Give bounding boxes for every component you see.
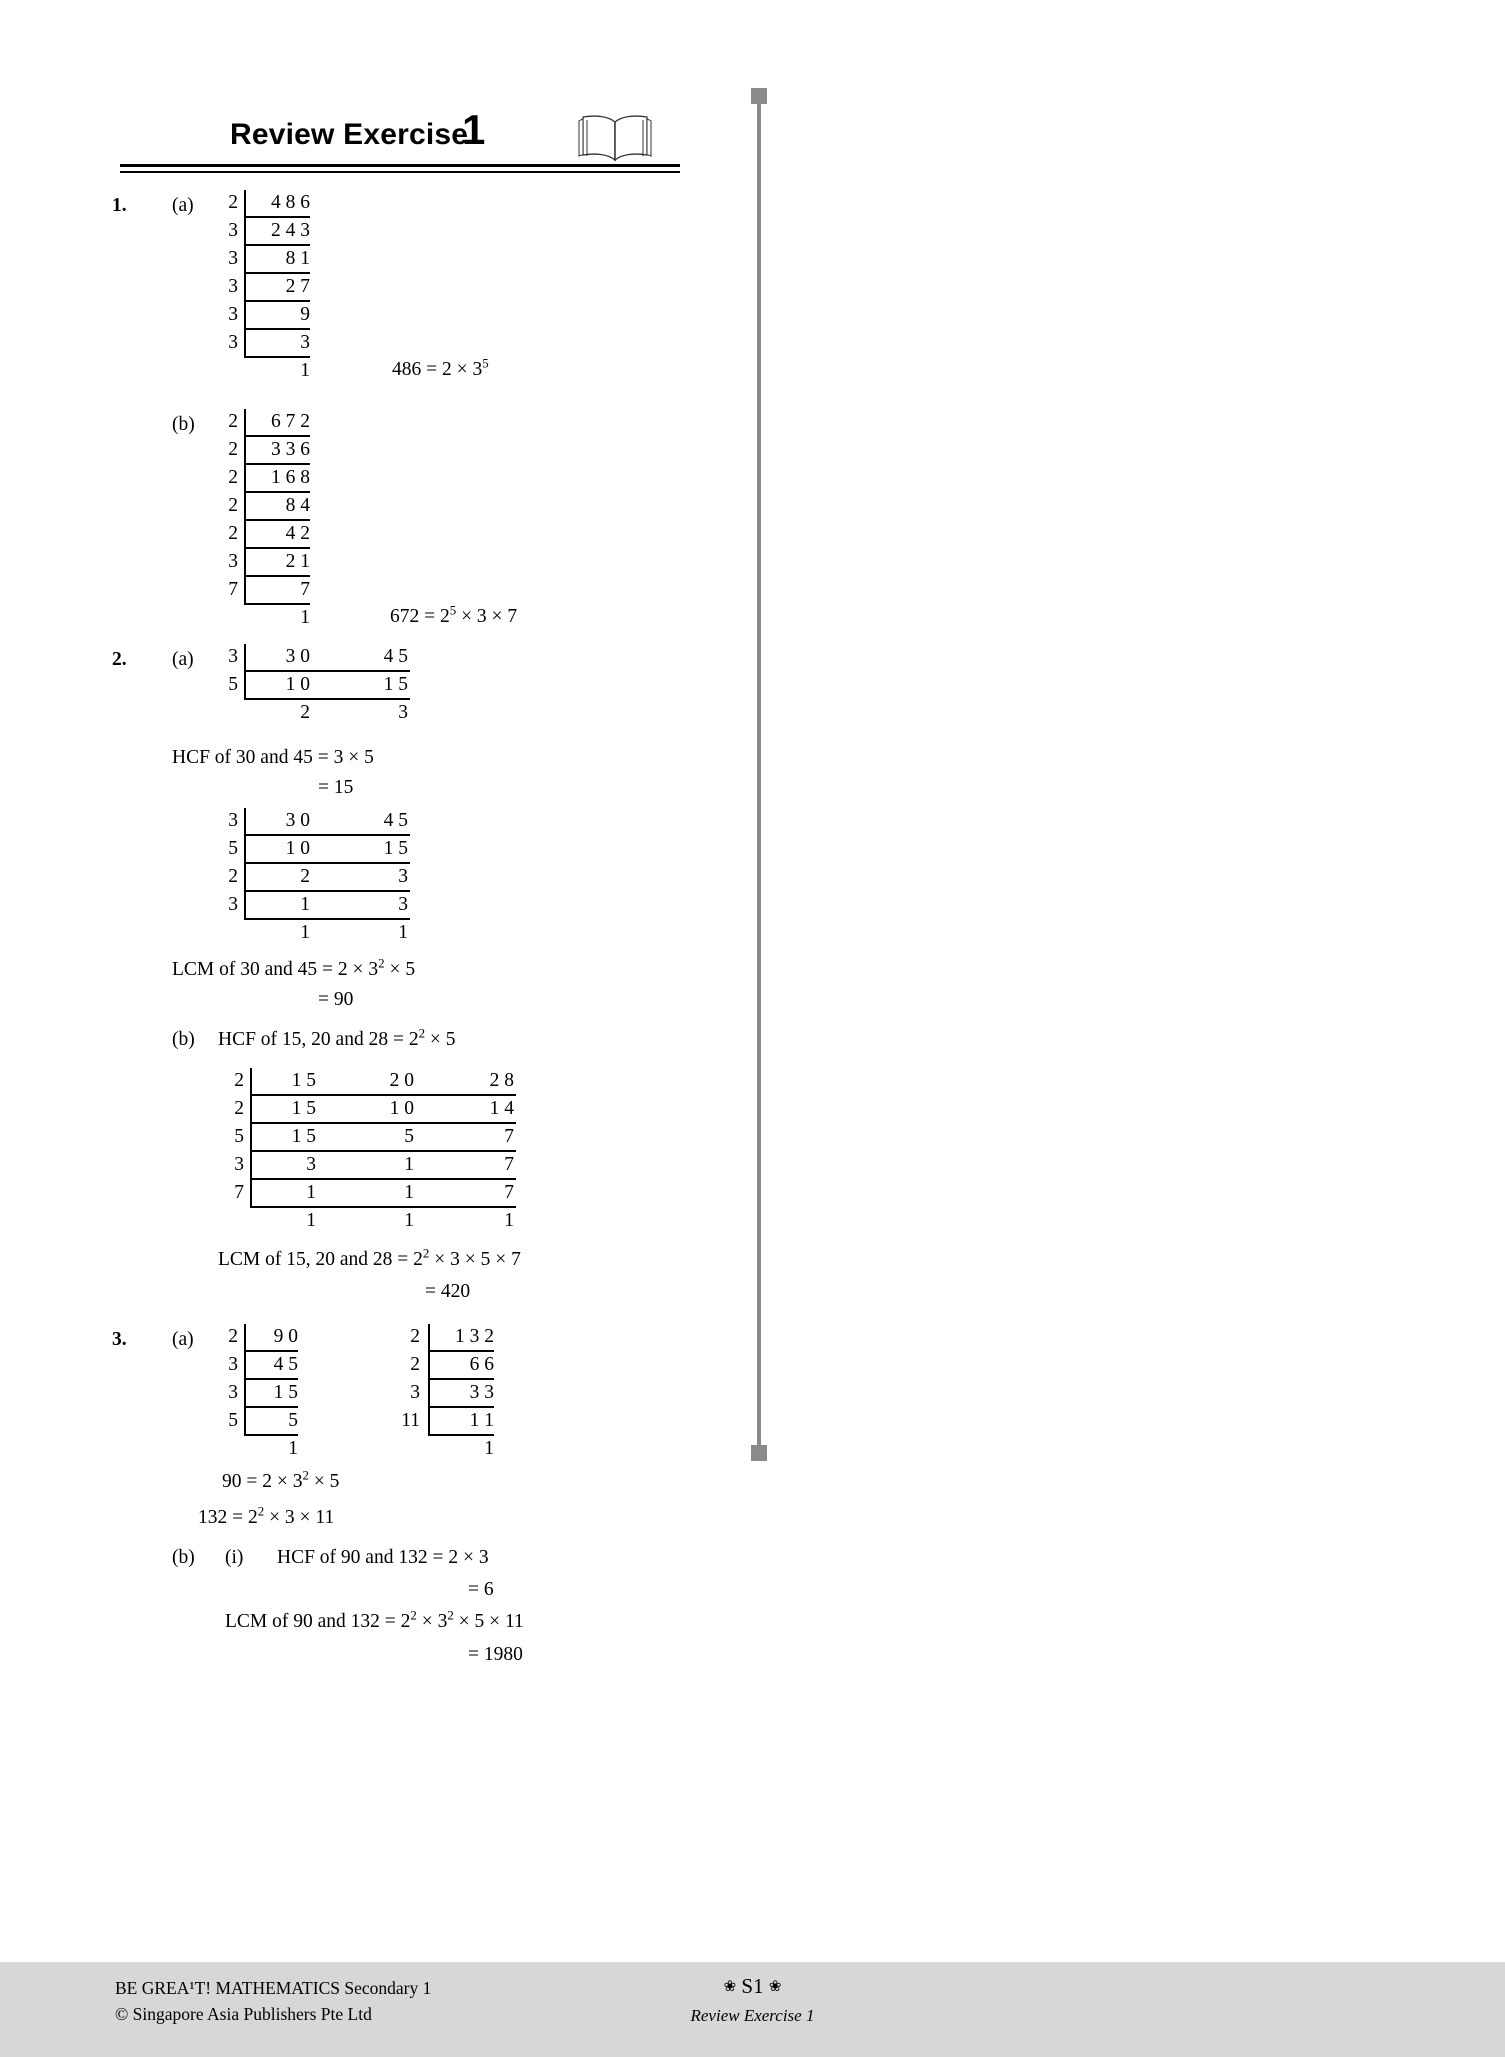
q1b-result: $672 = 2^5 \times 3 \times 7$ bbox=[390, 603, 518, 627]
q1-part-a-label: (a) bbox=[172, 195, 194, 216]
q2a-lcm-line1: LCM of 30 and $45 = 2 \times 3^2 \times 5$ bbox=[172, 956, 416, 980]
table-divisor: 2 bbox=[234, 1070, 244, 1091]
table-cell: 4 5 bbox=[383, 810, 408, 831]
table-cell: 2 0 bbox=[389, 1070, 414, 1091]
column-divider bbox=[757, 95, 761, 1455]
table-cell: 7 bbox=[504, 1182, 514, 1203]
ladder-divisor: 2 bbox=[228, 1326, 238, 1347]
table-divisor: 7 bbox=[234, 1182, 244, 1203]
table-cell: 1 5 bbox=[383, 674, 408, 695]
ladder-divisor: 3 bbox=[228, 1382, 238, 1403]
header-rule-thin bbox=[120, 171, 680, 173]
ladder-divisor: 2 bbox=[228, 495, 238, 516]
ladder-value: 4 2 bbox=[285, 523, 310, 544]
table-cell: 2 bbox=[300, 866, 310, 887]
ladder-value: 2 7 bbox=[285, 276, 310, 297]
table-cell: 1 5 bbox=[291, 1126, 316, 1147]
ladder-value: 3 bbox=[300, 332, 310, 353]
ladder-divisor: 3 bbox=[228, 332, 238, 353]
ladder-value: 6 6 bbox=[469, 1354, 494, 1375]
table-final: 1 bbox=[404, 1210, 414, 1231]
ladder-value: 4 5 bbox=[273, 1354, 298, 1375]
divider-cap-bottom bbox=[751, 1445, 767, 1461]
table-divisor: 5 bbox=[228, 838, 238, 859]
table-cell: 1 0 bbox=[285, 674, 310, 695]
ladder-divisor: 3 bbox=[410, 1382, 420, 1403]
table-cell: 1 bbox=[300, 894, 310, 915]
q1-part-b-label: (b) bbox=[172, 414, 195, 435]
footer-copyright: © Singapore Asia Publishers Pte Ltd bbox=[115, 2004, 372, 2024]
table-cell: 1 0 bbox=[389, 1098, 414, 1119]
table-cell: 4 5 bbox=[383, 646, 408, 667]
ladder-final: 1 bbox=[300, 607, 310, 628]
ladder-value: 3 3 bbox=[469, 1382, 494, 1403]
table-cell: 3 bbox=[398, 866, 408, 887]
table-cell: 1 bbox=[306, 1182, 316, 1203]
ladder-value: 2 1 bbox=[285, 551, 310, 572]
table-divisor: 5 bbox=[228, 674, 238, 695]
q3b-hcf-line2: = 6 bbox=[468, 1579, 494, 1600]
ladder-divisor: 2 bbox=[410, 1326, 420, 1347]
ornament-right-icon: ❀ bbox=[768, 1979, 782, 1995]
ladder-divisor: 3 bbox=[228, 220, 238, 241]
question-number-2: 2. bbox=[112, 649, 127, 670]
ladder-divisor: 2 bbox=[410, 1354, 420, 1375]
table-cell: 1 bbox=[404, 1154, 414, 1175]
table-final: 2 bbox=[300, 702, 310, 723]
ladder-divisor: 3 bbox=[228, 276, 238, 297]
ladder-value: 2 4 3 bbox=[271, 220, 310, 241]
ladder-value: 8 1 bbox=[285, 248, 310, 269]
page-label: S1 bbox=[741, 1974, 764, 1998]
q2b-lcm-line2: = 420 bbox=[425, 1281, 471, 1302]
table-final: 1 bbox=[504, 1210, 514, 1231]
ladder-value: 3 3 6 bbox=[271, 439, 310, 460]
table-divisor: 5 bbox=[234, 1126, 244, 1147]
ladder-value: 1 5 bbox=[273, 1382, 298, 1403]
table-cell: 7 bbox=[504, 1154, 514, 1175]
table-divisor: 2 bbox=[234, 1098, 244, 1119]
table-divisor: 3 bbox=[228, 646, 238, 667]
open-book-icon bbox=[575, 110, 655, 166]
ladder-divisor: 3 bbox=[228, 551, 238, 572]
q2b-hcf-line: HCF of 15, 20 and $28 = 2^2 \times 5$ bbox=[218, 1026, 456, 1050]
table-final: 1 bbox=[306, 1210, 316, 1231]
q3b-hcf-line1: HCF of 90 and 132 = 2 × 3 bbox=[277, 1547, 489, 1568]
ladder-value: 5 bbox=[288, 1410, 298, 1431]
ladder-divisor: 2 bbox=[228, 411, 238, 432]
page-footer bbox=[0, 1962, 1505, 2057]
table-cell: 3 0 bbox=[285, 810, 310, 831]
exercise-number: 1 bbox=[462, 106, 486, 153]
ladder-value: 1 6 8 bbox=[271, 467, 310, 488]
ladder-divisor: 7 bbox=[228, 579, 238, 600]
ladder-value: 1 1 bbox=[469, 1410, 494, 1431]
table-divisor: 3 bbox=[234, 1154, 244, 1175]
ladder-value: 6 7 2 bbox=[271, 411, 310, 432]
q2-part-b-label: (b) bbox=[172, 1029, 195, 1050]
table-divisor: 3 bbox=[228, 810, 238, 831]
ladder-divisor: 11 bbox=[401, 1410, 420, 1431]
ladder-divisor: 3 bbox=[228, 1354, 238, 1375]
table-cell: 1 5 bbox=[291, 1098, 316, 1119]
q1a-result: $486 = 2 \times 3^5$ bbox=[392, 356, 489, 380]
table-cell: 1 5 bbox=[383, 838, 408, 859]
table-cell: 1 4 bbox=[489, 1098, 514, 1119]
table-divisor: 3 bbox=[228, 894, 238, 915]
q3-part-a-label: (a) bbox=[172, 1329, 194, 1350]
q3a-line-90: $90 = 2 \times 3^2 \times 5$ bbox=[222, 1468, 340, 1492]
q3-part-b-label: (b) bbox=[172, 1547, 195, 1568]
q2b-lcm-line1: LCM of 15, 20 and $28 = 2^2 \times 3 \times 5 \times 7$ bbox=[218, 1246, 521, 1270]
table-divisor: 2 bbox=[228, 866, 238, 887]
ladder-divisor: 3 bbox=[228, 248, 238, 269]
ornament-left-icon: ❀ bbox=[723, 1979, 737, 1995]
footer-exercise-label: Review Exercise 1 bbox=[690, 2006, 815, 2025]
ladder-value: 8 4 bbox=[285, 495, 310, 516]
ladder-divisor: 2 bbox=[228, 192, 238, 213]
table-cell: 1 5 bbox=[291, 1070, 316, 1091]
q2a-hcf-line1: HCF of 30 and 45 = 3 × 5 bbox=[172, 747, 374, 768]
table-final: 1 bbox=[300, 922, 310, 943]
table-cell: 1 0 bbox=[285, 838, 310, 859]
table-cell: 5 bbox=[404, 1126, 414, 1147]
table-final: 3 bbox=[398, 702, 408, 723]
q2-part-a-label: (a) bbox=[172, 649, 194, 670]
q3b-lcm-line1: LCM of 90 and $132 = 2^2 \times 3^2 \times 5 \times 11$ bbox=[225, 1608, 524, 1632]
ladder-divisor: 2 bbox=[228, 523, 238, 544]
table-final: 1 bbox=[398, 922, 408, 943]
ladder-divisor: 5 bbox=[228, 1410, 238, 1431]
footer-page-number bbox=[0, 1974, 1505, 1999]
footer-book-title: BE GREA¹T! MATHEMATICS Secondary 1 bbox=[115, 1978, 432, 1998]
question-number-1: 1. bbox=[112, 195, 127, 216]
q2a-hcf-line2: = 15 bbox=[318, 777, 354, 798]
table-cell: 3 bbox=[398, 894, 408, 915]
ladder-divisor: 2 bbox=[228, 467, 238, 488]
page-title: Review Exercise bbox=[230, 118, 469, 151]
q2a-lcm-line2: = 90 bbox=[318, 989, 354, 1010]
q3a-line-132: $132 = 2^2 \times 3 \times 11$ bbox=[198, 1504, 335, 1528]
ladder-divisor: 2 bbox=[228, 439, 238, 460]
ladder-value: 1 3 2 bbox=[455, 1326, 494, 1347]
table-cell: 7 bbox=[504, 1126, 514, 1147]
ladder-final: 1 bbox=[484, 1438, 494, 1459]
page-header bbox=[120, 106, 700, 198]
table-cell: 3 0 bbox=[285, 646, 310, 667]
table-cell: 3 bbox=[306, 1154, 316, 1175]
q3b-roman-i: (i) bbox=[225, 1547, 244, 1568]
ladder-value: 9 0 bbox=[273, 1326, 298, 1347]
ladder-value: 4 8 6 bbox=[271, 192, 310, 213]
q3b-lcm-line2: = 1980 bbox=[468, 1644, 523, 1665]
question-number-3: 3. bbox=[112, 1329, 127, 1350]
ladder-value: 9 bbox=[300, 304, 310, 325]
ladder-final: 1 bbox=[300, 360, 310, 381]
table-cell: 1 bbox=[404, 1182, 414, 1203]
table-cell: 2 8 bbox=[489, 1070, 514, 1091]
ladder-final: 1 bbox=[288, 1438, 298, 1459]
ladder-divisor: 3 bbox=[228, 304, 238, 325]
ladder-value: 7 bbox=[300, 579, 310, 600]
